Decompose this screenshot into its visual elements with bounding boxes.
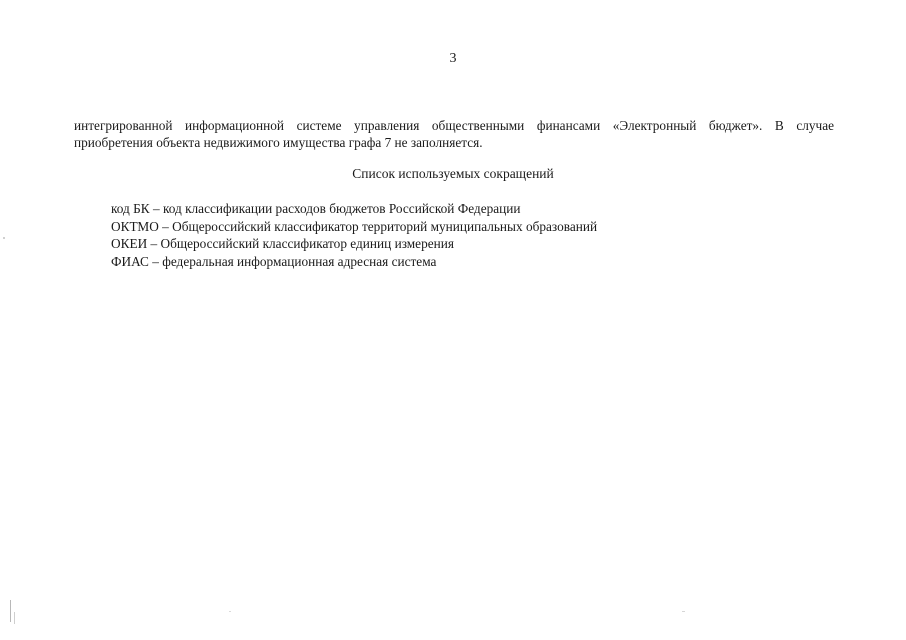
paragraph-line: интегрированной информационной системе управления общественными финансами «Электронный бюджет». В случае <box>74 118 834 133</box>
paragraph-line: приобретения объекта недвижимого имущества графа 7 не заполняется. <box>74 135 483 150</box>
scan-artifact <box>10 600 11 622</box>
scan-artifact <box>682 611 685 612</box>
scan-artifact <box>229 611 231 612</box>
scan-artifact <box>3 237 5 239</box>
abbreviation-item: ФИАС – федеральная информационная адресная система <box>111 253 437 269</box>
abbreviation-item: код БК – код классификации расходов бюджетов Российской Федерации <box>111 201 521 216</box>
abbreviations-title: Список используемых сокращений <box>352 166 554 181</box>
abbreviation-item: ОКЕИ – Общероссийский классификатор единиц измерения <box>111 236 454 251</box>
abbreviation-item: ОКТМО – Общероссийский классификатор территорий муниципальных образований <box>111 218 598 234</box>
abbreviations-list <box>111 200 597 270</box>
page-number: 3 <box>449 51 457 66</box>
scan-artifact <box>14 612 15 624</box>
intro-paragraph <box>74 117 834 151</box>
